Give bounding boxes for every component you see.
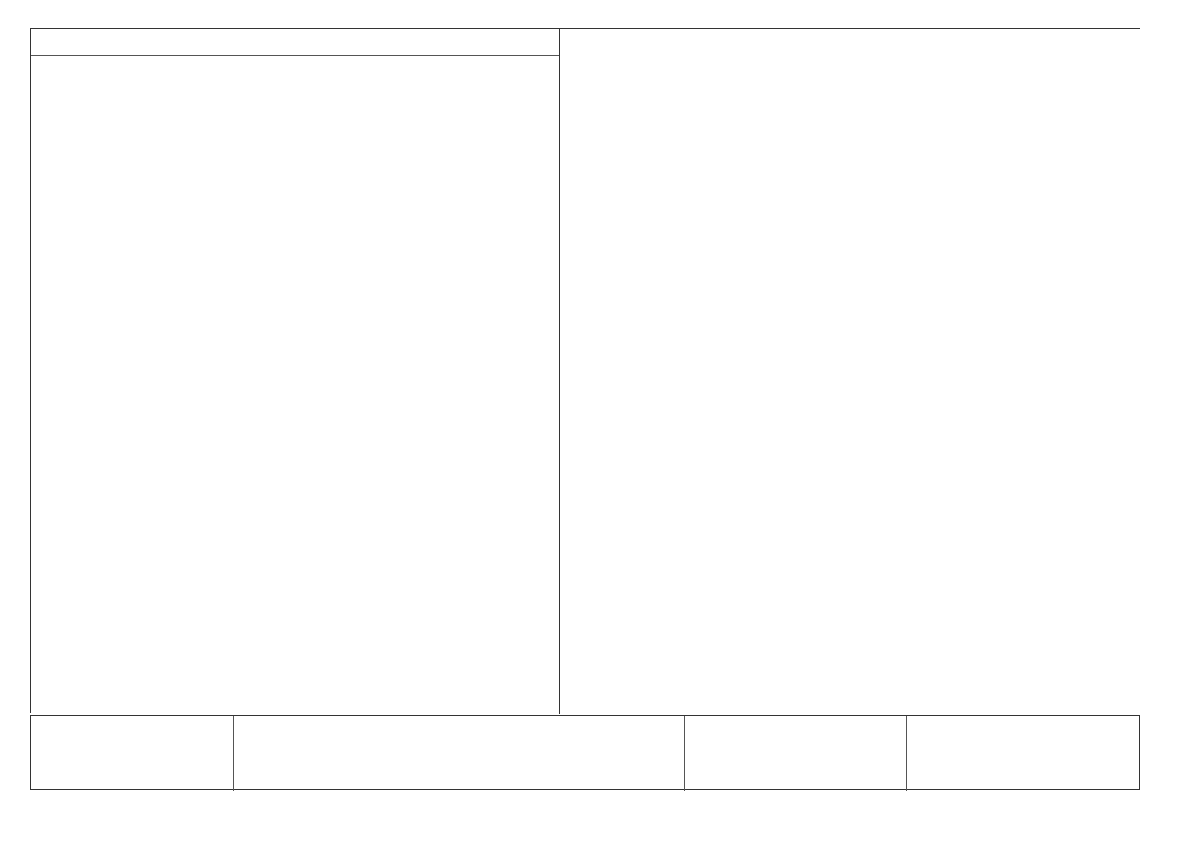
schedule-frame (30, 28, 1140, 713)
activity-table-body (31, 56, 559, 714)
gantt-timescale (559, 29, 1141, 56)
revision-table (906, 716, 1141, 791)
table-column-header (31, 29, 559, 56)
footer-divider (684, 716, 685, 791)
title-block (233, 716, 684, 791)
gantt-chart-body (559, 56, 1141, 714)
title-block-footer (30, 715, 1140, 790)
